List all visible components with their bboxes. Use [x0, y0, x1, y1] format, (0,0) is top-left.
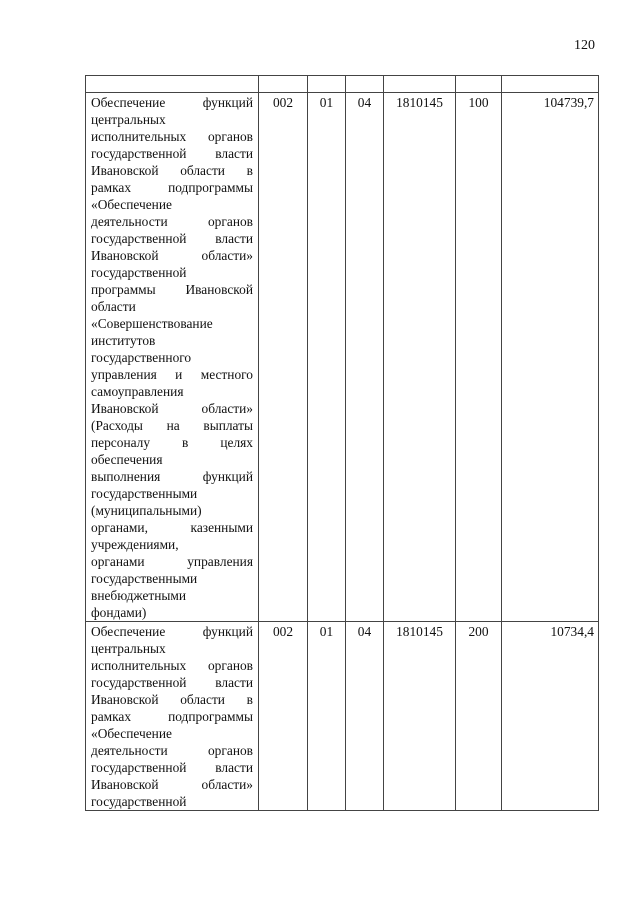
description-line: государственной: [91, 794, 187, 809]
header-cell-subsection: [346, 76, 384, 93]
description-line: государственной: [91, 265, 187, 280]
description-line: «Обеспечение: [91, 197, 172, 212]
description-line: области: [91, 299, 136, 314]
description-line: Ивановской области»: [91, 401, 253, 416]
description-line: «Обеспечение: [91, 726, 172, 741]
description-line: деятельности органов: [91, 743, 253, 758]
description-line: рамках подпрограммы: [91, 709, 253, 724]
description-line: Ивановской области»: [91, 248, 253, 263]
page-number: 120: [574, 38, 595, 53]
row-ministry-code: 002: [259, 93, 308, 622]
description-line: фондами): [91, 605, 147, 620]
row-description: [86, 93, 259, 622]
description-line: управления и местного: [91, 367, 253, 382]
row-description: [86, 622, 259, 811]
description-line: Ивановской области»: [91, 777, 253, 792]
description-line: внебюджетными: [91, 588, 187, 603]
description-line: Ивановской области в: [91, 692, 253, 707]
budget-table: [85, 75, 599, 811]
header-cell-amount: [502, 76, 599, 93]
header-cell-target-article: [384, 76, 456, 93]
header-cell-ministry: [259, 76, 308, 93]
row-expense-type: 100: [456, 93, 502, 622]
row-target-article: 1810145: [384, 622, 456, 811]
description-line: институтов: [91, 333, 156, 348]
description-line: государственной власти: [91, 146, 253, 161]
table-row: [86, 622, 599, 811]
row-subsection-code: 04: [346, 93, 384, 622]
description-line: государственными: [91, 486, 198, 501]
description-line: центральных: [91, 112, 166, 127]
description-line: государственной власти: [91, 760, 253, 775]
description-line: центральных: [91, 641, 166, 656]
row-ministry-code: 002: [259, 622, 308, 811]
description-line: (муниципальными): [91, 503, 202, 518]
row-amount: 10734,4: [502, 622, 599, 811]
description-line: (Расходы на выплаты: [91, 418, 253, 433]
header-cell-expense-type: [456, 76, 502, 93]
header-cell-section: [308, 76, 346, 93]
description-line: программы Ивановской: [91, 282, 253, 297]
description-line: «Совершенствование: [91, 316, 213, 331]
row-section-code: 01: [308, 93, 346, 622]
description-line: самоуправления: [91, 384, 184, 399]
description-line: государственными: [91, 571, 198, 586]
description-line: органами управления: [91, 554, 253, 569]
description-line: рамках подпрограммы: [91, 180, 253, 195]
row-expense-type: 200: [456, 622, 502, 811]
description-line: Обеспечение функций: [91, 95, 253, 110]
description-line: государственного: [91, 350, 192, 365]
description-line: исполнительных органов: [91, 129, 253, 144]
row-amount: 104739,7: [502, 93, 599, 622]
description-line: учреждениями,: [91, 537, 179, 552]
description-line: государственной власти: [91, 675, 253, 690]
table-row: [86, 93, 599, 622]
header-cell-description: [86, 76, 259, 93]
description-line: исполнительных органов: [91, 658, 253, 673]
description-line: выполнения функций: [91, 469, 253, 484]
description-line: Ивановской области в: [91, 163, 253, 178]
row-section-code: 01: [308, 622, 346, 811]
description-line: деятельности органов: [91, 214, 253, 229]
table-header-row: [86, 76, 599, 93]
description-line: персоналу в целях: [91, 435, 253, 450]
row-target-article: 1810145: [384, 93, 456, 622]
description-line: государственной власти: [91, 231, 253, 246]
row-subsection-code: 04: [346, 622, 384, 811]
description-line: органами, казенными: [91, 520, 253, 535]
description-line: обеспечения: [91, 452, 163, 467]
description-line: Обеспечение функций: [91, 624, 253, 639]
